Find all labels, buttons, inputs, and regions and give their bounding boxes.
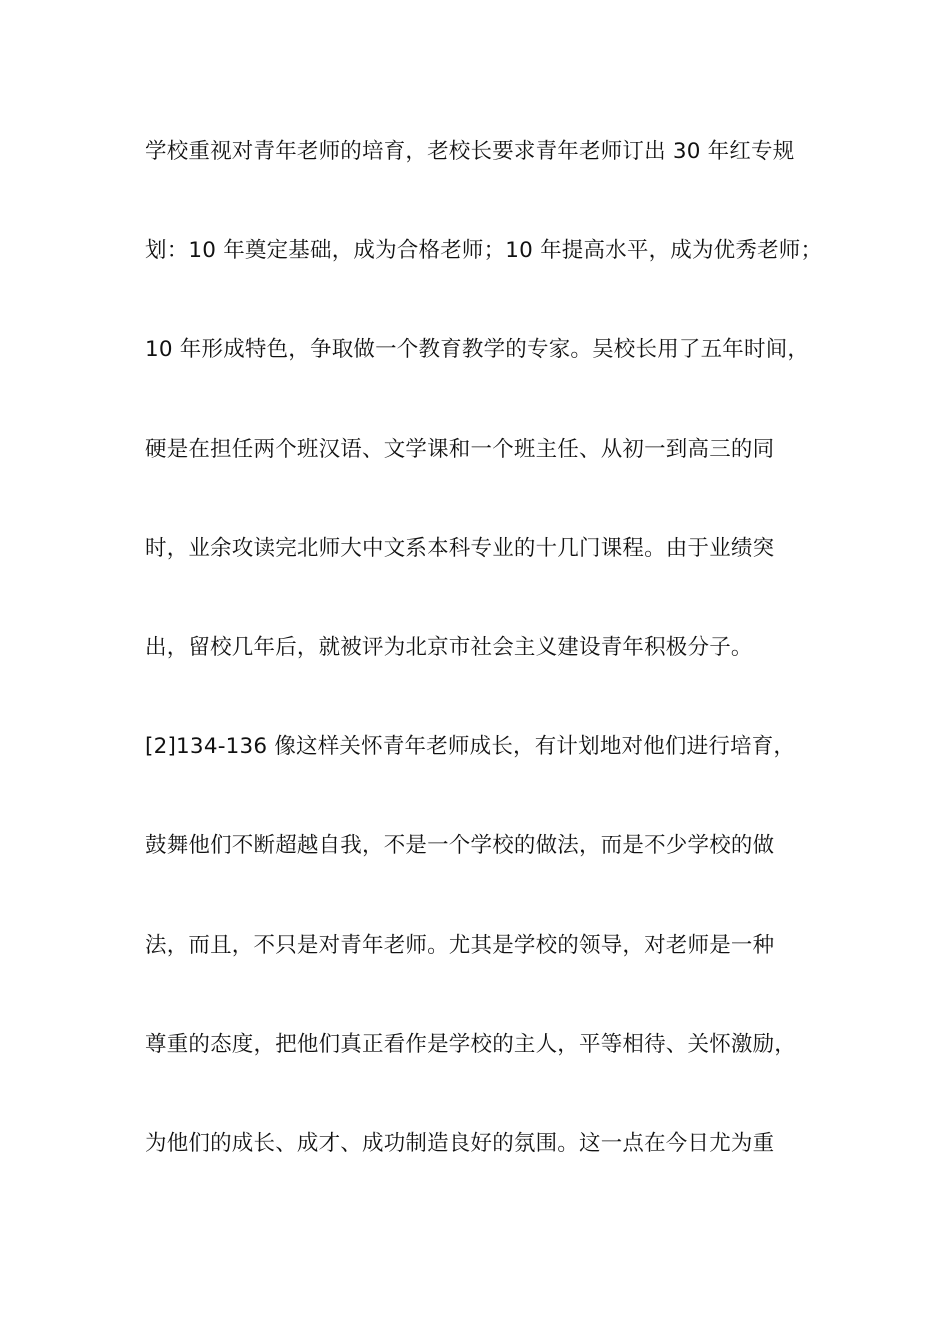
- body-text: [145, 133, 835, 1224]
- text-line: 出，留校几年后，就被评为北京市社会主义建设青年积极分子。: [145, 634, 753, 660]
- text-line: 划：10 年奠定基础，成为合格老师；10 年提高水平，成为优秀老师；: [145, 238, 823, 264]
- text-line: 硬是在担任两个班汉语、文学课和一个班主任、从初一到高三的同: [145, 436, 775, 462]
- text-line: 尊重的态度，把他们真正看作是学校的主人，平等相待、关怀激励，: [145, 1031, 797, 1057]
- text-line: [2]134-136 像这样关怀青年老师成长，有计划地对他们进行培育，: [145, 734, 796, 760]
- text-line: 学校重视对青年老师的培育，老校长要求青年老师订出 30 年红专规: [145, 139, 795, 164]
- text-line: 鼓舞他们不断超越自我，不是一个学校的做法，而是不少学校的做: [145, 833, 775, 859]
- text-line: 法，而且，不只是对青年老师。尤其是学校的领导，对老师是一种: [145, 932, 775, 958]
- text-line: 时，业余攻读完北师大中文系本科专业的十几门课程。由于业绩突: [145, 535, 775, 561]
- text-line: 10 年形成特色，争取做一个教育教学的专家。吴校长用了五年时间，: [145, 337, 810, 363]
- text-line: 为他们的成长、成才、成功制造良好的氛围。这一点在今日尤为重: [145, 1130, 775, 1156]
